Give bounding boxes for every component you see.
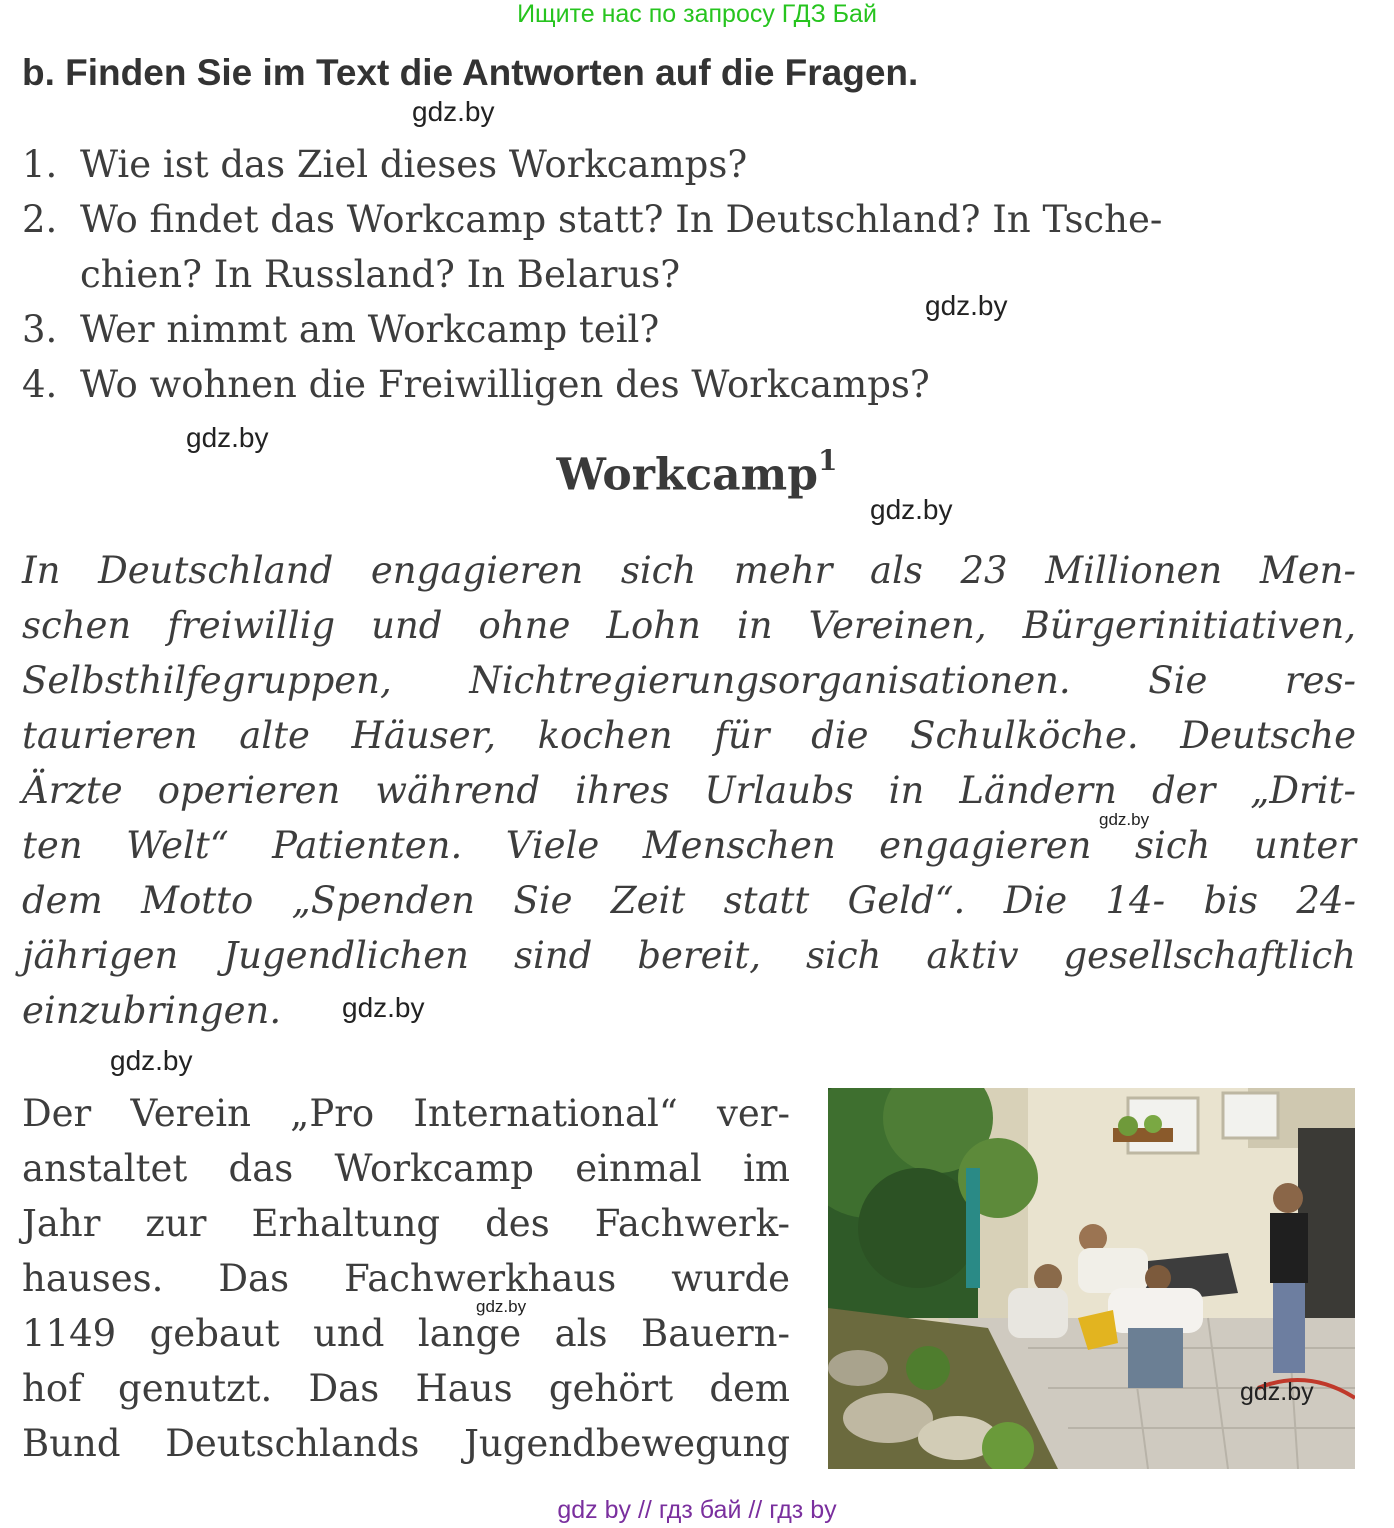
question-number: 3. (22, 308, 58, 351)
intro-line: jährigen Jugendlichen sind bereit, sich aktiv gesellschaftlich (22, 934, 1356, 977)
question-text: Wo wohnen die Freiwilligen des Workcamps? (80, 363, 930, 406)
text-title (0, 444, 1394, 501)
watermark: gdz.by (186, 422, 269, 453)
intro-line: ten Welt“ Patienten. Viele Menschen engagieren sich unter (22, 824, 1356, 867)
question-number: 2. (22, 198, 58, 241)
watermark: gdz.by (412, 96, 495, 127)
top-banner[interactable]: Ищите нас по запросу ГДЗ Бай (517, 0, 877, 28)
body-line: 1149 gebaut und lange als Bauern- (22, 1312, 790, 1355)
intro-line: Selbsthilfegruppen, Nichtregierungsorganisationen. Sie res- (22, 659, 1356, 702)
intro-line: dem Motto „Spenden Sie Zeit statt Geld“. Die 14- bis 24- (22, 879, 1356, 922)
question-number: 4. (22, 363, 58, 406)
watermark: gdz.by (870, 494, 953, 525)
intro-line: einzubringen. (22, 989, 282, 1032)
watermark: gdz.by (110, 1045, 193, 1076)
question-text: Wo findet das Workcamp statt? In Deutschland? In Tsche- (80, 198, 1163, 241)
intro-line: schen freiwillig und ohne Lohn in Vereinen, Bürgerinitiativen, (22, 604, 1356, 647)
question-1 (22, 137, 1362, 192)
question-text: Wie ist das Ziel dieses Workcamps? (80, 143, 748, 186)
body-line: Der Verein „Pro International“ ver- (22, 1092, 790, 1135)
task-heading: b. Finden Sie im Text die Antworten auf die Fragen. (22, 52, 919, 93)
question-3 (22, 302, 1362, 357)
footer-links[interactable]: gdz by // гдз бай // гдз by (557, 1496, 837, 1524)
body-line: hof genutzt. Das Haus gehört dem (22, 1367, 790, 1410)
body-line: Jahr zur Erhaltung des Fachwerk- (22, 1202, 790, 1245)
watermark: gdz.by (476, 1297, 527, 1316)
question-text: Wer nimmt am Workcamp teil? (80, 308, 660, 351)
watermark: gdz.by (925, 290, 1008, 321)
body-line: Bund Deutschlands Jugendbewegung (22, 1422, 790, 1465)
watermark: gdz.by (1240, 1378, 1314, 1406)
text-title-label: Workcamp (556, 449, 818, 501)
question-number: 1. (22, 143, 58, 186)
intro-line: Ärzte operieren während ihres Urlaubs in Ländern der „Drit- (22, 769, 1356, 812)
body-line: hauses. Das Fachwerkhaus wurde (22, 1257, 790, 1300)
watermark: gdz.by (342, 992, 425, 1023)
intro-line: taurieren alte Häuser, kochen für die Schulköche. Deutsche (22, 714, 1356, 757)
workcamp-photo (828, 1088, 1355, 1469)
footnote-marker: 1 (817, 444, 838, 477)
question-2 (22, 192, 1362, 302)
question-text-continued: chien? In Russland? In Belarus? (80, 253, 681, 296)
watermark: gdz.by (1099, 810, 1150, 829)
intro-line: In Deutschland engagieren sich mehr als 23 Millionen Men- (22, 549, 1356, 592)
body-line: anstaltet das Workcamp einmal im (22, 1147, 790, 1190)
question-4 (22, 357, 1362, 412)
